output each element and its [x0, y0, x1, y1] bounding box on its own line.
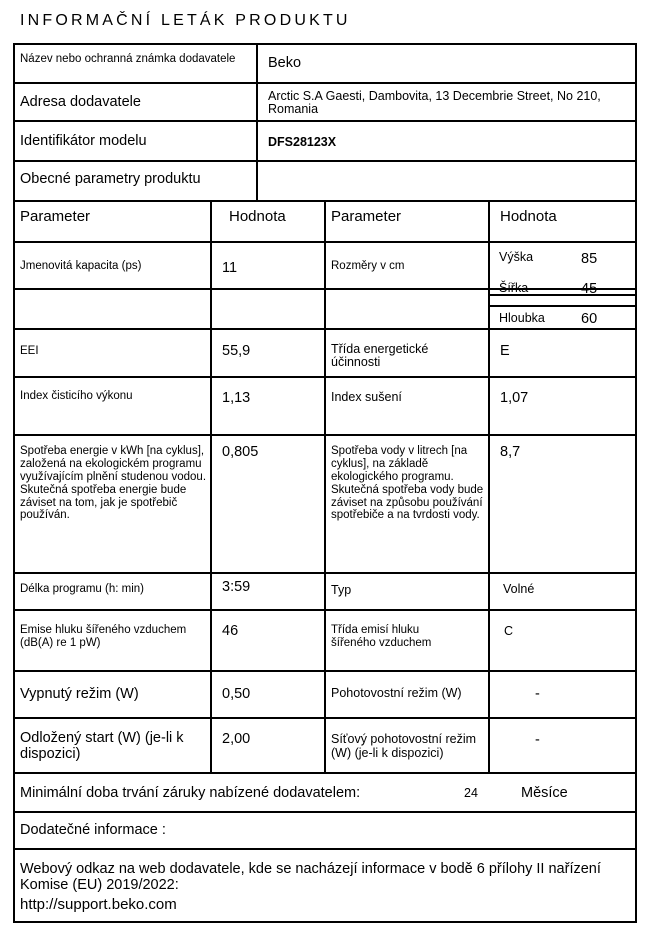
rule-col — [488, 202, 490, 774]
standby-value: - — [535, 686, 540, 702]
off-mode-value: 0,50 — [222, 686, 251, 702]
supplier-address-value: Arctic S.A Gaesti, Dambovita, 13 Decembrie Street, No 210, Romania — [268, 89, 601, 116]
capacity-label: Jmenovitá kapacita (ps) — [20, 260, 142, 272]
warranty-label: Minimální doba trvání záruky nabízené dodavatelem: — [20, 785, 361, 801]
off-mode-label: Vypnutý režim (W) — [20, 686, 139, 702]
dimension-depth-label: Hloubka — [499, 311, 545, 325]
weblink-text: Webový odkaz na web dodavatele, kde se nacházejí informace v bodě 6 přílohy II nařízení Komise (EU) 2019/2022: — [20, 861, 601, 894]
cleaning-index-value: 1,13 — [222, 390, 251, 406]
dimension-width-value: 45 — [581, 281, 598, 297]
dimensions-label: Rozměry v cm — [331, 260, 405, 272]
border-bottom — [13, 921, 637, 923]
dimension-height-label: Výška — [499, 250, 534, 264]
energy-consumption-value: 0,805 — [222, 444, 259, 460]
rule — [13, 160, 637, 162]
type-value: Volné — [503, 582, 535, 596]
border-left — [13, 43, 15, 923]
eei-value: 55,9 — [222, 343, 251, 359]
energy-consumption-label: Spotřeba energie v kWh [na cyklus], založená na ekologickém programu využívajícím plnění studenou vodou. Skutečná spotřeba energie bude záviset na tom, jak je spotřebič používán. — [20, 445, 207, 522]
header-parameter-2: Parameter — [331, 208, 402, 225]
rule — [13, 848, 637, 850]
drying-index-label: Index sušení — [331, 390, 402, 404]
supplier-name-label: Název nebo ochranná známka dodavatele — [20, 53, 236, 65]
header-parameter-1: Parameter — [20, 208, 91, 225]
page-title: INFORMAČNÍ LETÁK PRODUKTU — [20, 12, 351, 29]
rule — [13, 120, 637, 122]
rule-dim — [490, 305, 637, 307]
noise-emission-value: 46 — [222, 623, 239, 639]
rule-col — [256, 43, 258, 202]
rule-col — [210, 202, 212, 774]
cleaning-index-label: Index čisticího výkonu — [20, 390, 133, 402]
noise-emission-label: Emise hluku šířeného vzduchem (dB(A) re 1 pW) — [20, 624, 187, 649]
header-value-1: Hodnota — [229, 208, 286, 225]
general-params-label: Obecné parametry produktu — [20, 171, 201, 187]
warranty-unit: Měsíce — [521, 785, 568, 801]
program-duration-label: Délka programu (h: min) — [20, 583, 144, 595]
rule — [13, 811, 637, 813]
eei-label: EEI — [20, 345, 39, 357]
border-right — [635, 43, 637, 923]
header-value-2: Hodnota — [500, 208, 557, 225]
networked-standby-label: Síťový pohotovostní režim (W) (je-li k dispozici) — [331, 732, 477, 760]
energy-class-value: E — [500, 343, 510, 359]
product-info-table — [13, 43, 637, 923]
drying-index-value: 1,07 — [500, 390, 529, 406]
border-top — [13, 43, 637, 45]
noise-class-label: Třída emisí hluku šířeného vzduchem — [331, 624, 432, 649]
water-consumption-value: 8,7 — [500, 444, 521, 460]
supplier-name-value: Beko — [268, 55, 302, 71]
additional-info-label: Dodatečné informace : — [20, 822, 166, 838]
rule-col — [324, 202, 326, 774]
dimension-height-value: 85 — [581, 251, 598, 267]
energy-class-label: Třída energetické účinnosti — [331, 342, 429, 369]
noise-class-value: C — [504, 624, 514, 638]
warranty-value: 24 — [464, 786, 478, 800]
delay-start-value: 2,00 — [222, 731, 251, 747]
model-value: DFS28123X — [268, 135, 337, 149]
weblink-url[interactable]: http://support.beko.com — [20, 896, 177, 913]
delay-start-label: Odložený start (W) (je-li k dispozici) — [20, 730, 184, 762]
model-label: Identifikátor modelu — [20, 133, 147, 149]
water-consumption-label: Spotřeba vody v litrech [na cyklus], na základě ekologického programu. Skutečná spotřeba vody bude záviset na způsobu používání spotřebiče a na tvrdosti vody. — [331, 445, 484, 522]
networked-standby-value: - — [535, 732, 540, 748]
dimension-width-label: Šířka — [499, 281, 529, 295]
capacity-value: 11 — [222, 260, 238, 276]
dimension-depth-value: 60 — [581, 311, 598, 327]
standby-label: Pohotovostní režim (W) — [331, 686, 462, 700]
rule — [13, 82, 637, 84]
program-duration-value: 3:59 — [222, 579, 251, 595]
supplier-address-label: Adresa dodavatele — [20, 94, 141, 110]
type-label: Typ — [331, 583, 352, 597]
